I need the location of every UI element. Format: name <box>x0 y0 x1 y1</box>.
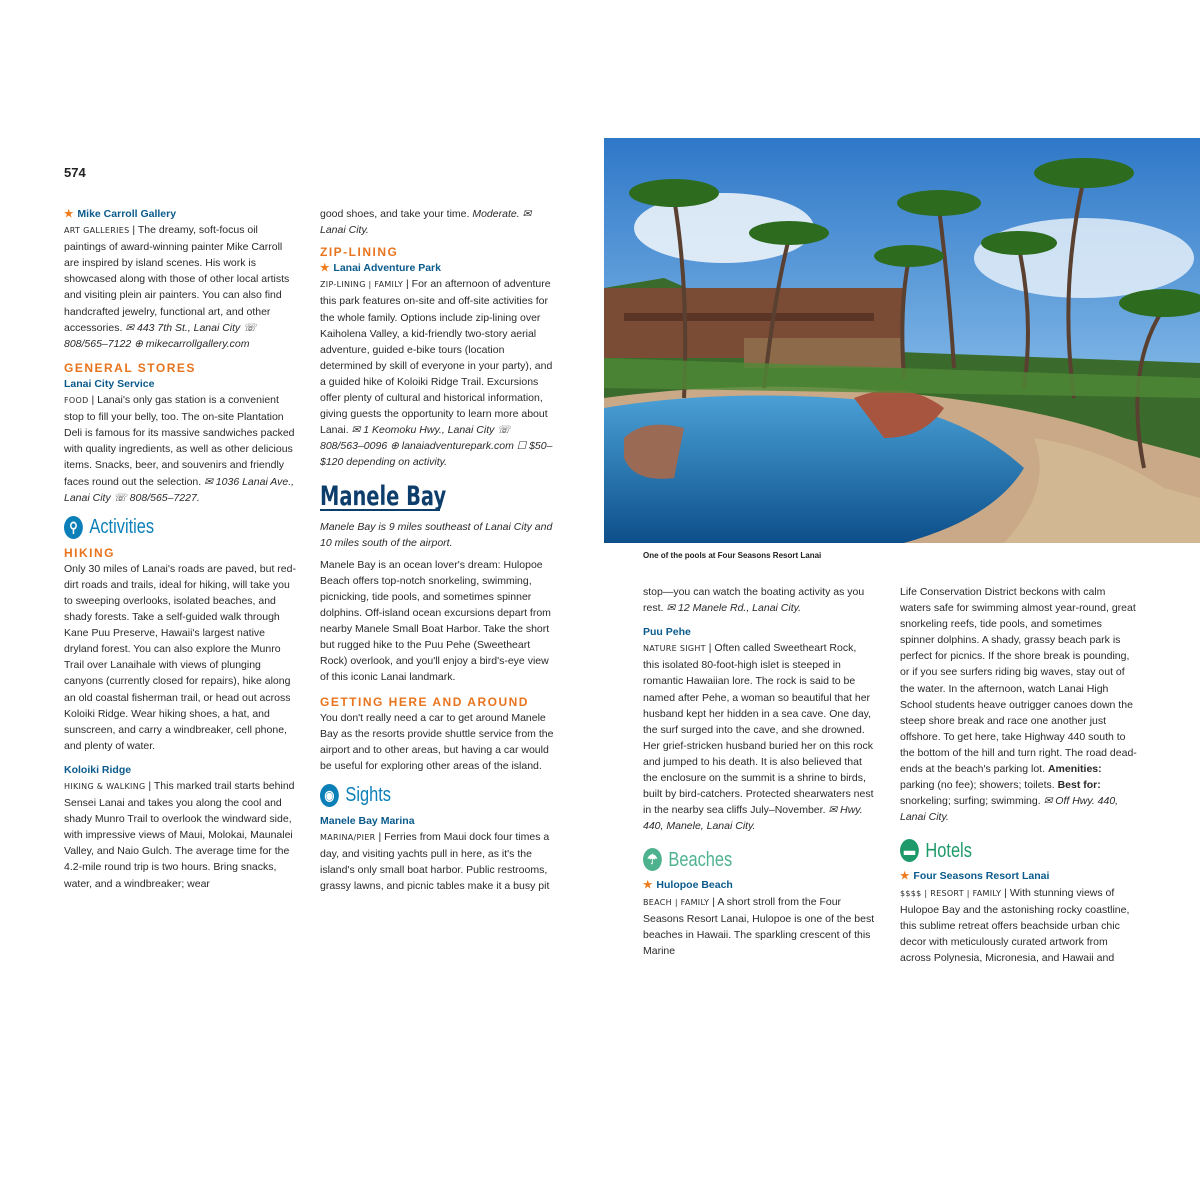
listing-tag: ZIP-LINING | FAMILY <box>320 280 404 290</box>
listing-body: | Lanai's only gas station is a convenient stop to fill your belly, too. The on-site Plantation Deli is famous for its massive sandwiches packed with quality ingredients, as well as other delicious items. Snacks, beer, and souvenirs and friendly faces round out the selection. <box>64 394 295 488</box>
section-title: Hotels <box>925 839 972 862</box>
listing-body: | The dreamy, soft-focus oil paintings of award-winning painter Mike Carroll are inspired by island scenes. His work is showcased along with those of other local artists and visiting plein air painters. You can also find handcrafted jewelry, functional art, and other accessories. <box>64 224 290 334</box>
getting-here-paragraph: You don't really need a car to get around Manele Bay as the resorts provide shuttle service from the airport and to other areas, but having a car would be useful for exploring other areas of the island. <box>320 711 554 772</box>
listing-four-seasons <box>900 868 1138 966</box>
subheading-hiking: HIKING <box>64 545 115 560</box>
page-number: 574 <box>64 165 86 180</box>
listing-tag: ART GALLERIES <box>64 226 130 236</box>
listing-address: ✉ 1 Keomoku Hwy., Lanai City <box>351 424 495 437</box>
listing-address: Moderate. ✉ Lanai City. <box>320 208 532 237</box>
listing-tag: $$$$ | RESORT | FAMILY <box>900 888 1002 898</box>
body-text: good shoes, and take your time. <box>320 208 473 220</box>
venue-title: Lanai City Service <box>64 377 155 390</box>
star-icon: ★ <box>320 262 330 275</box>
body-text: Life Conservation District beckons with calm waters safe for swimming almost year-round, great snorkeling reefs, tide pools, and sometimes spinner dolphins. A shady, grassy beach park is perfect for picnics. If the shore break is pounding, or if you see surfers riding big waves, stay out of the water. In the afternoon, watch Lanai High School students heave outrigger canoes down the steep shore break and race one another just offshore. To get here, take Highway 440 south to the bottom of the hill and turn right. The road dead-ends at the beach's parking lot. <box>900 586 1137 776</box>
eye-icon: ◉ <box>320 784 339 807</box>
column-2 <box>320 206 554 894</box>
column-4 <box>900 584 1138 966</box>
listing-body: | This marked trail starts behind Sensei Lanai and takes you along the cool and shady Munro Trail to overlook the windward side, with impressive views of Maui, Molokai, Maunalei Valley, and Naio Gulch. The average time for the 4.2-mile round trip is two hours. Bring snacks, water, and a windbreaker; wear <box>64 780 295 890</box>
listing-puu-pehe <box>643 624 875 834</box>
subheading-general-stores: GENERAL STORES <box>64 360 196 375</box>
hiker-icon: ⚲ <box>64 516 83 539</box>
listing-tag: BEACH | FAMILY <box>643 897 710 907</box>
listing-tag: MARINA/PIER <box>320 833 376 843</box>
venue-title: Lanai Adventure Park <box>333 262 441 275</box>
listing-address: ✉ Hwy. 440, Manele, Lanai City. <box>643 804 863 833</box>
section-heading-sights <box>320 784 512 807</box>
subheading-getting-here: GETTING HERE AND AROUND <box>320 694 529 709</box>
venue-title: Mike Carroll Gallery <box>77 208 177 220</box>
venue-title: Hulopoe Beach <box>656 879 733 892</box>
venue-title: Puu Pehe <box>643 626 691 639</box>
venue-title: Four Seasons Resort Lanai <box>913 870 1050 883</box>
listing-address: ✉ 443 7th St., Lanai City <box>125 321 241 334</box>
listing-mike-carroll-gallery <box>64 206 298 352</box>
body-text: stop—you can watch the boating activity as you rest. <box>643 586 865 615</box>
column-3 <box>643 584 875 959</box>
listing-address: ✉ Off Hwy. 440, Lanai City. <box>900 795 1119 824</box>
section-title: Activities <box>89 516 155 539</box>
hulopoe-continued <box>900 584 1138 825</box>
column-1 <box>64 206 298 892</box>
umbrella-icon: ☂ <box>643 848 662 871</box>
continued-text <box>320 206 554 238</box>
listing-body: | Ferries from Maui dock four times a day, and visiting yachts pull in here, as it's the island's only small boat harbor. Public restrooms, grassy lawns, and picnic tables make it a busy pit <box>320 831 550 893</box>
star-icon: ★ <box>900 870 910 883</box>
listing-tag: FOOD <box>64 396 89 406</box>
listing-hulopoe-beach <box>643 877 875 958</box>
manele-bay-title: Manele Bay <box>320 480 447 512</box>
manele-paragraph: Manele Bay is an ocean lover's dream: Hulopoe Beach offers top-notch snorkeling, swimming, picnicking, tide pools, and sometimes spinner dolphins. Off-island ocean excursions depart from nearby Manele Small Boat Harbor. Take the short but rugged hike to the Puu Pehe (Sweetheart Rock) overlook, and you'll enjoy a bird's-eye view of this iconic Lanai landmark. <box>320 558 551 684</box>
star-icon: ★ <box>64 208 74 220</box>
listing-body: | With stunning views of Hulopoe Bay and the astonishing rocky coastline, this sublime retreat offers beachside urban chic decor with meticulously curated artwork from across Polynesia, Micronesia, and Hawaii and <box>900 886 1130 964</box>
listing-contact: ☏ 808/563–0096 ⊕ lanaiadventurepark.com ☐ $50–$120 depending on activity. <box>320 424 553 469</box>
manele-bay-header <box>320 480 554 512</box>
listing-contact: ☏ 808/565–7122 ⊕ mikecarrollgallery.com <box>64 321 257 350</box>
section-title: Beaches <box>668 848 733 871</box>
listing-address: ✉ 12 Manele Rd., Lanai City. <box>666 602 802 615</box>
hiking-paragraph: Only 30 miles of Lanai's roads are paved, but red-dirt roads and trails, ideal for hiking, will take you to sweeping overlooks, isolated beaches, and shady forests. Take a self-guided walk through Kane Puu Preserve, Hawaii's largest native dryland forest. You can also explore the Munro Trail over Lanaihale with views of plunging canyons (currently closed for repairs), hike along an old coastal fisherman trail, or head out across Koloiki Ridge. Wear hiking shoes, a hat, and sunscreen, and carry a windbreaker, cell phone, and plenty of water. <box>64 562 296 752</box>
photo-caption: One of the pools at Four Seasons Resort Lanai <box>643 551 822 560</box>
listing-lanai-adventure-park <box>320 260 554 470</box>
section-heading-activities <box>64 516 256 539</box>
resort-pool-photo <box>604 138 1200 543</box>
bed-icon: ▬ <box>900 839 919 862</box>
venue-title: Koloiki Ridge <box>64 763 132 776</box>
amenities-text: parking (no fee); showers; toilets. <box>900 779 1058 792</box>
listing-body: | A short stroll from the Four Seasons Resort Lanai, Hulopoe is one of the best beaches in Hawaii. The sparkling crescent of this Marine <box>643 895 875 957</box>
listing-phone: ☏ 808/565–7227. <box>113 491 200 504</box>
manele-intro: Manele Bay is 9 miles southeast of Lanai City and 10 miles south of the airport. <box>320 520 553 549</box>
continued-text <box>643 584 875 616</box>
venue-title: Manele Bay Marina <box>320 815 415 827</box>
section-heading-hotels <box>900 839 1095 862</box>
best-for-text: snorkeling; surfing; swimming. <box>900 795 1044 808</box>
section-title: Sights <box>345 784 392 807</box>
listing-tag: HIKING & WALKING <box>64 782 146 791</box>
listing-body: | For an afternoon of adventure this park features on-site and off-site activities for the whole family. Options include zip-lining over Kaiholena Valley, a kid-friendly two-story aerial adventure, guided e-bike tours (location determined by skill of everyone in your party), and a guided hike of Koloiki Ridge Trail. Excursions offer plenty of cultural and historical information, giving guests the opportunity to learn more about Lanai. <box>320 278 553 437</box>
listing-address: ✉ 1036 Lanai Ave., Lanai City <box>64 475 295 504</box>
star-icon: ★ <box>643 879 653 892</box>
listing-manele-bay-marina <box>320 813 554 894</box>
listing-body: | Often called Sweetheart Rock, this isolated 80-foot-high islet is steeped in romantic Hawaiian lore. The rock is said to be named after Pehe, a woman so beautiful that her husband kept her hidden in a sea cave. One day, the surf surged into the cave, and she drowned. Her grief-stricken husband buried her on this rock and jumped to his death. It is also believed that the enclosure on the summit is a shrine to birds, built by bird-catchers. Protected shearwaters nest in the nearby sea cliffs July–November. <box>643 642 874 817</box>
section-heading-beaches <box>643 848 833 871</box>
subheading-zip-lining: ZIP-LINING <box>320 245 399 260</box>
best-for-label: Best for: <box>1057 779 1101 792</box>
listing-lanai-city-service <box>64 376 298 506</box>
listing-koloiki-ridge <box>64 762 298 892</box>
amenities-label: Amenities: <box>1047 763 1102 776</box>
listing-tag: NATURE SIGHT <box>643 644 706 654</box>
